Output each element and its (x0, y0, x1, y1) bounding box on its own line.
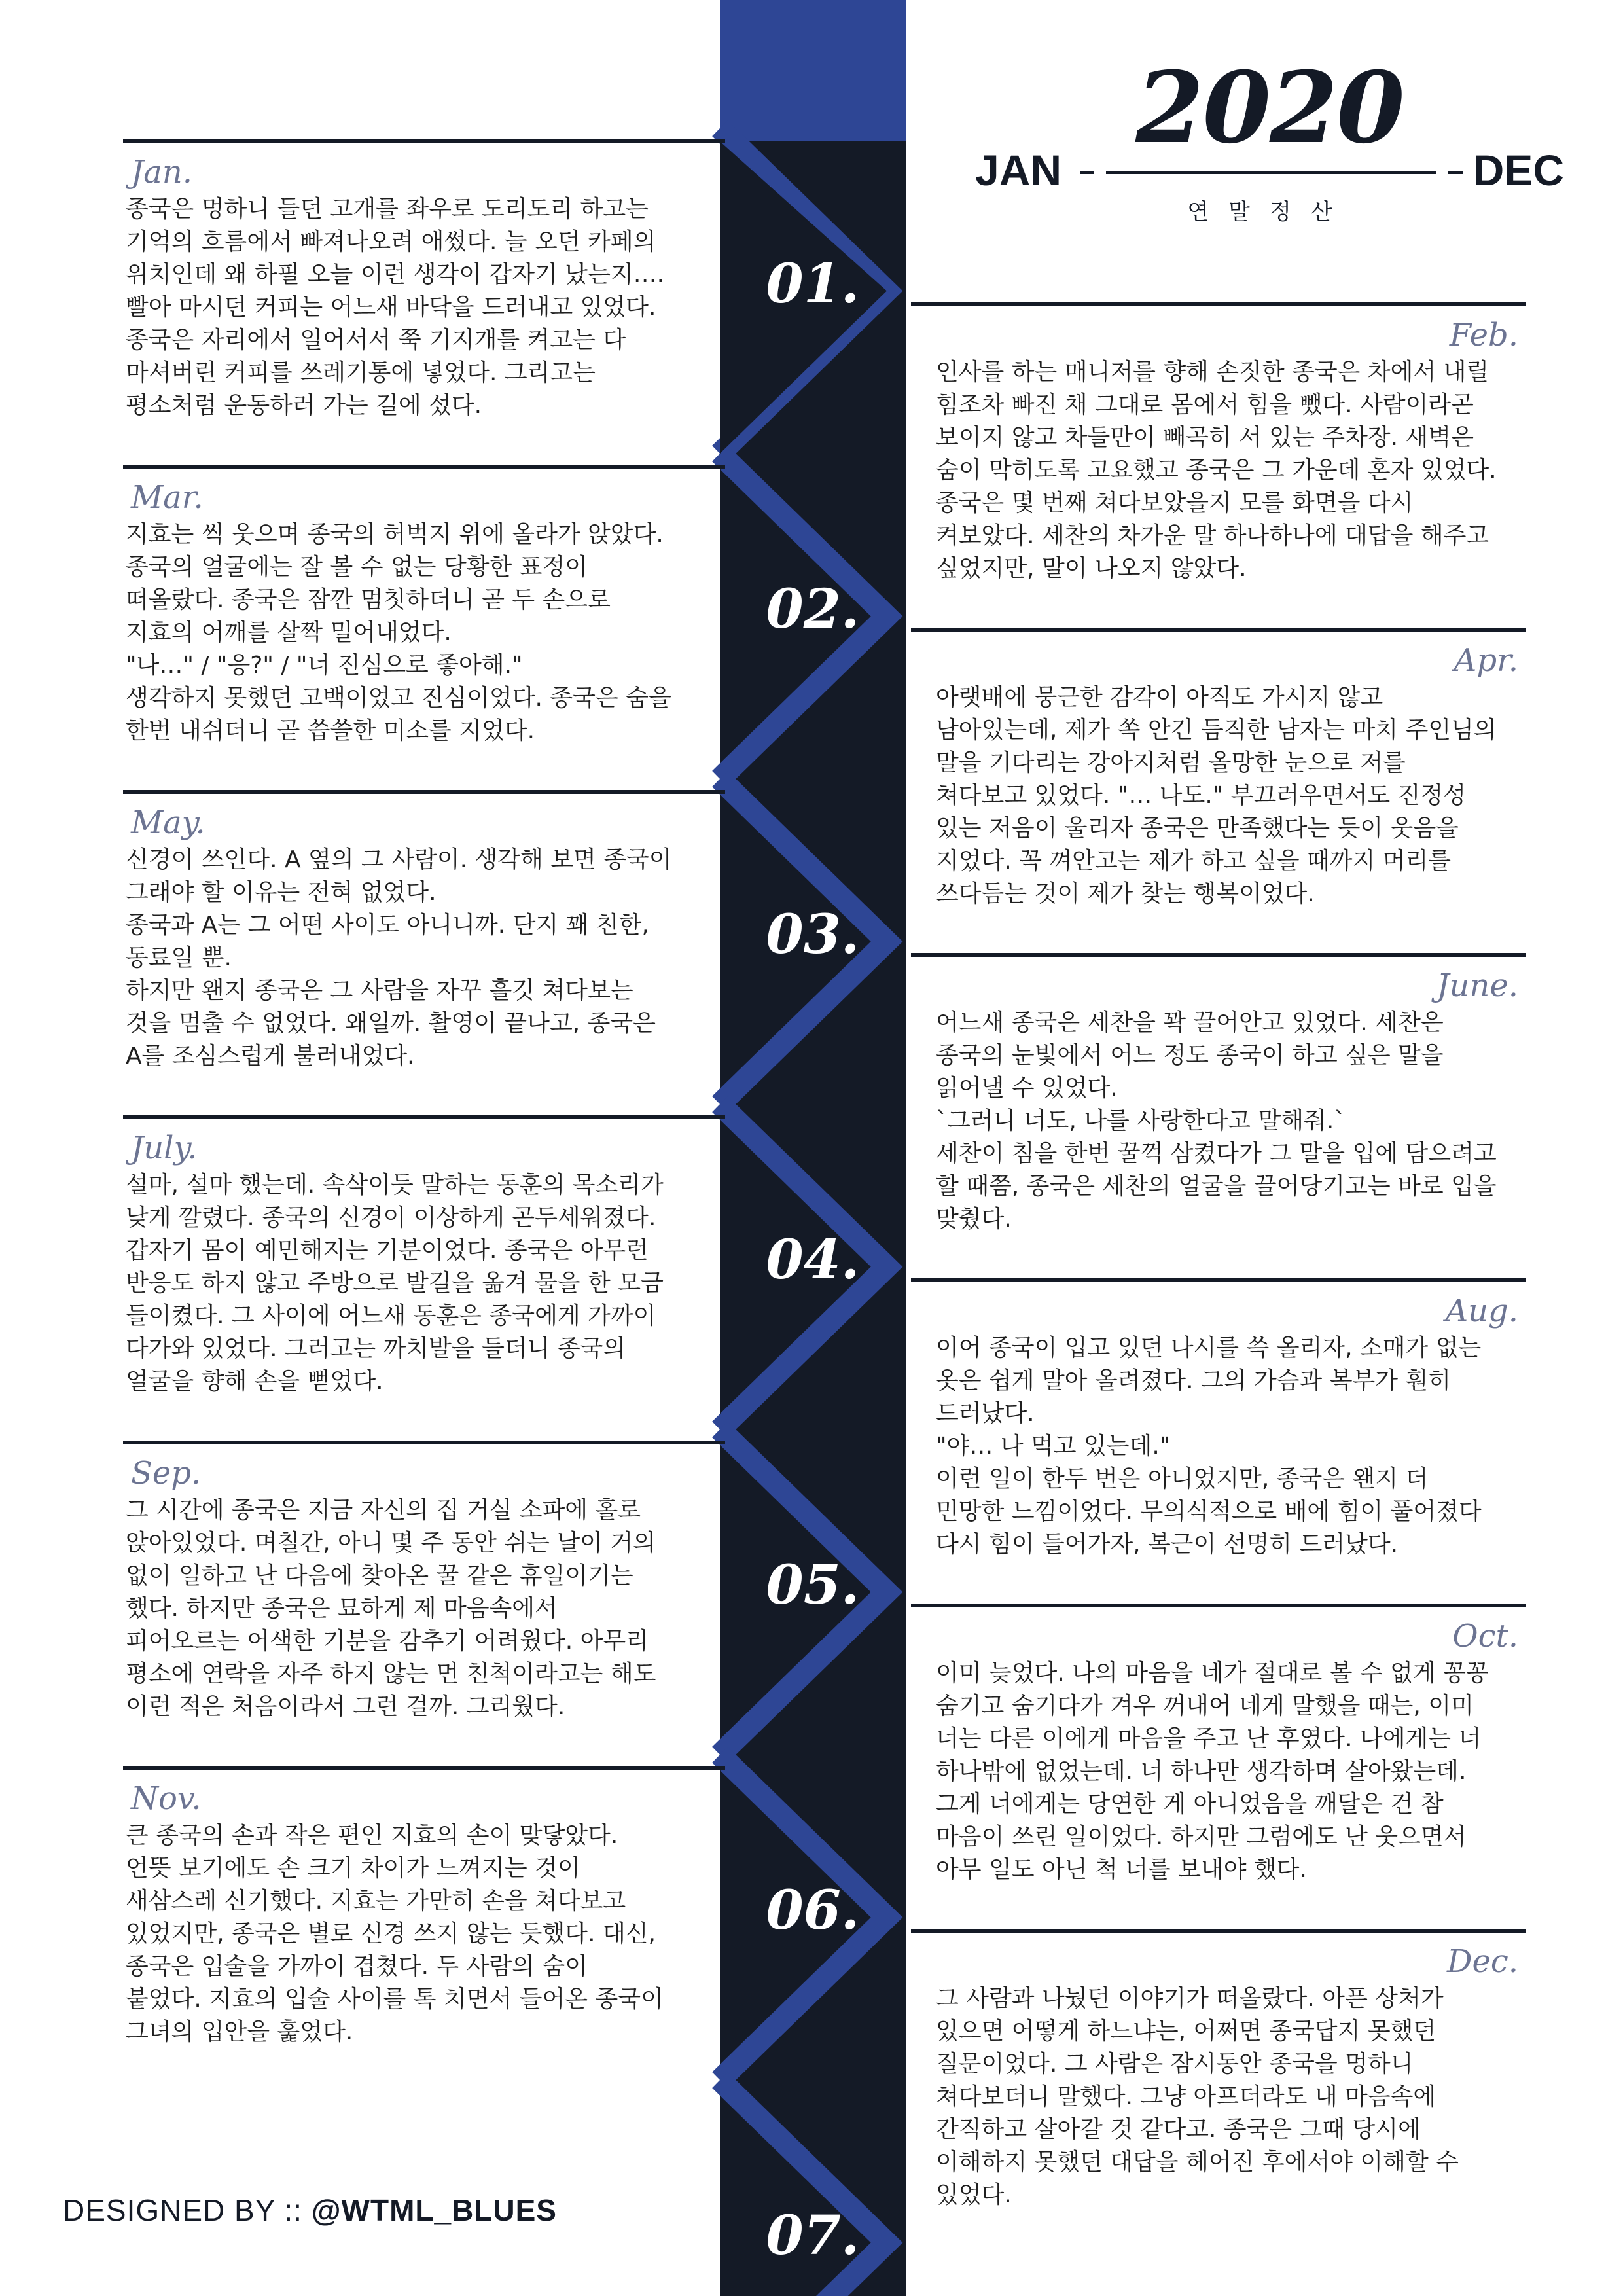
entry-text: 종국은 멍하니 들던 고개를 좌우로 도리도리 하고는 기억의 흐름에서 빠져나오려 애썼다. 늘 오던 카페의 위치인데 왜 하필 오늘 이런 생각이 갑자기 났는지…. 빨아 마시던 커피는 어느새 바닥을 드러내고 있었다. 종국은 자리에서 일어서서 쭉 기지개를 켜고는 다 마셔버린 커피를 쓰레기통에 넣었다. 그리고는 평소처럼 운동하러 가는 길에 섰다. (126, 196, 665, 419)
designer-credit-label: DESIGNED BY :: (63, 2193, 302, 2227)
timeline-number: 06. (766, 1879, 860, 1942)
month-label: Apr. (1454, 642, 1518, 679)
header-subtitle: 연말정산 (1187, 199, 1352, 225)
entry-divider (123, 1766, 725, 1770)
entry-text: 이어 종국이 입고 있던 나시를 쓱 올리자, 소매가 없는 옷은 쉽게 말아 올려졌다. 그의 가슴과 복부가 훤히 드러났다. "야… 나 먹고 있는데." 이런 일이 한두 번은 아니었지만, 종국은 왠지 더 민망한 느낌이었다. 무의식적으로 배에 힘이 풀어졌다 다시 힘이 들어가자, 복근이 선명히 드러났다. (936, 1335, 1482, 1558)
month-entry (123, 465, 725, 779)
month-label: June. (1436, 967, 1518, 1004)
month-entry (123, 1766, 725, 2080)
entry-divider (911, 1278, 1526, 1282)
header-range-start: JAN (975, 146, 1062, 194)
month-entry (911, 1604, 1526, 1918)
header-range-line (1106, 171, 1436, 174)
month-entry (911, 1929, 1526, 2243)
month-entry (123, 1115, 725, 1429)
month-label: Dec. (1446, 1943, 1518, 1980)
entry-divider (123, 790, 725, 794)
entry-text: 그 시간에 종국은 지금 자신의 집 거실 소파에 홀로 앉아있었다. 며칠간, 아니 몇 주 동안 쉬는 날이 거의 없이 일하고 난 다음에 찾아온 꿀 같은 휴일이기는 했다. 하지만 종국은 묘하게 제 마음속에서 피어오르는 어색한 기분을 감추기 어려웠다. 아무리 평소에 연락을 자주 하지 않는 먼 친척이라고는 해도 이런 적은 처음이라서 그런 걸까. 그리웠다. (126, 1497, 656, 1720)
month-entry (123, 139, 725, 454)
entry-text: 신경이 쓰인다. A 옆의 그 사람이. 생각해 보면 종국이 그래야 할 이유는 전혀 없었다. 종국과 A는 그 어떤 사이도 아니니까. 단지 꽤 친한, 동료일 뿐. 하지만 왠지 종국은 그 사람을 자꾸 흘깃 쳐다보는 것을 멈출 수 없었다. 왜일까. 촬영이 끝나고, 종국은 A를 조심스럽게 불러내었다. (126, 846, 672, 1069)
header-range-end: DEC (1472, 146, 1564, 194)
entry-text: 그 사람과 나눴던 이야기가 떠올랐다. 아픈 상처가 있으면 어떻게 하느냐는, 어쩌면 종국답지 못했던 질문이었다. 그 사람은 잠시동안 종국을 멍하니 쳐다보더니 말했다. 그냥 아프더라도 내 마음속에 간직하고 살아갈 것 같다고. 종국은 그때 당시에 이해하지 못했던 대답을 헤어진 후에서야 이해할 수 있었다. (936, 1985, 1459, 2208)
month-label: Sep. (131, 1455, 202, 1492)
timeline-number: 05. (766, 1554, 860, 1617)
designer-credit (63, 2193, 557, 2228)
month-label: Jan. (131, 154, 193, 190)
entry-text: 지효는 씩 웃으며 종국의 허벅지 위에 올라가 앉았다. 종국의 얼굴에는 잘 볼 수 없는 당황한 표정이 떠올랐다. 종국은 잠깐 멈칫하더니 곧 두 손으로 지효의 어깨를 살짝 밀어내었다. "나…" / "응?" / "너 진심으로 좋아해." 생각하지 못했던 고백이었고 진심이었다. 종국은 숨을 한번 내쉬더니 곧 씁쓸한 미소를 지었다. (126, 521, 671, 744)
entry-divider (911, 1929, 1526, 1933)
entry-divider (123, 1441, 725, 1444)
entry-divider (911, 628, 1526, 632)
month-label: Nov. (131, 1780, 202, 1817)
month-label: Oct. (1452, 1618, 1518, 1655)
entry-text: 어느새 종국은 세찬을 꽉 끌어안고 있었다. 세찬은 종국의 눈빛에서 어느 정도 종국이 하고 싶은 말을 읽어낼 수 있었다. `그러니 너도, 나를 사랑한다고 말해줘.` 세찬이 침을 한번 꿀꺽 삼켰다가 그 말을 입에 담으려고 할 때쯤, 종국은 세찬의 얼굴을 끌어당기고는 바로 입을 맞췄다. (936, 1009, 1497, 1232)
month-label: July. (131, 1130, 198, 1166)
entry-divider (123, 139, 725, 143)
month-entry (911, 1278, 1526, 1592)
timeline-number: 01. (766, 253, 860, 315)
entry-divider (911, 302, 1526, 306)
month-label: Aug. (1445, 1293, 1518, 1329)
month-label: Mar. (131, 479, 204, 516)
month-label: May. (131, 804, 205, 841)
month-entry (911, 302, 1526, 617)
month-entry (911, 953, 1526, 1267)
entry-text: 인사를 하는 매니저를 향해 손짓한 종국은 차에서 내릴 힘조차 빠진 채 그대로 몸에서 힘을 뺐다. 사람이라곤 보이지 않고 차들만이 빼곡히 서 있는 주차장. 새벽은 숨이 막히도록 고요했고 종국은 그 가운데 혼자 있었다. 종국은 몇 번째 쳐다보았을지 모를 화면을 다시 켜보았다. 세찬의 차가운 말 하나하나에 대답을 해주고 싶었지만, 말이 나오지 않았다. (936, 359, 1497, 582)
entry-divider (911, 953, 1526, 957)
header-year: 2020 (1135, 50, 1404, 166)
entry-divider (123, 1115, 725, 1119)
entry-divider (911, 1604, 1526, 1607)
entry-text: 설마, 설마 했는데. 속삭이듯 말하는 동훈의 목소리가 낮게 깔렸다. 종국의 신경이 이상하게 곤두세워졌다. 갑자기 몸이 예민해지는 기분이었다. 종국은 아무런 반응도 하지 않고 주방으로 발길을 옮겨 물을 한 모금 들이켰다. 그 사이에 어느새 동훈은 종국에게 가까이 다가와 있었다. 그러고는 까치발을 들더니 종국의 얼굴을 향해 손을 뻗었다. (126, 1172, 664, 1395)
timeline-navy-fill (720, 141, 906, 2296)
entry-divider (123, 465, 725, 469)
timeline-number: 07. (766, 2204, 860, 2267)
entry-text: 이미 늦었다. 나의 마음을 네가 절대로 볼 수 없게 꽁꽁 숨기고 숨기다가 겨우 꺼내어 네게 말했을 때는, 이미 너는 다른 이에게 마음을 주고 난 후였다. 나에게는 너 하나밖에 없었는데. 너 하나만 생각하며 살아왔는데. 그게 너에게는 당연한 게 아니었음을 깨달은 건 참 마음이 쓰린 일이었다. 하지만 그럼에도 난 웃으면서 아무 일도 아닌 척 너를 보내야 했다. (936, 1660, 1489, 1883)
designer-credit-handle: @WTML_BLUES (311, 2193, 557, 2227)
month-entry (123, 1441, 725, 1755)
timeline-number: 03. (766, 903, 860, 966)
entry-text: 큰 종국의 손과 작은 편인 지효의 손이 맞닿았다. 언뜻 보기에도 손 크기 차이가 느껴지는 것이 새삼스레 신기했다. 지효는 가만히 손을 쳐다보고 있었지만, 종국은 별로 신경 쓰지 않는 듯했다. 대신, 종국은 입술을 가까이 겹쳤다. 두 사람의 숨이 붙었다. 지효의 입술 사이를 톡 치면서 들어온 종국이 그녀의 입안을 훑었다. (126, 1822, 664, 2045)
timeline-number: 04. (766, 1229, 860, 1291)
month-label: Feb. (1449, 317, 1518, 353)
month-entry (123, 790, 725, 1104)
month-entry (911, 628, 1526, 942)
entry-text: 아랫배에 뭉근한 감각이 아직도 가시지 않고 남아있는데, 제가 쏙 안긴 듬직한 남자는 마치 주인님의 말을 기다리는 강아지처럼 올망한 눈으로 저를 쳐다보고 있었다. "… 나도." 부끄러우면서도 진정성 있는 저음이 울리자 종국은 만족했다는 듯이 웃음을 지었다. 꼭 껴안고는 제가 하고 싶을 때까지 머리를 쓰다듬는 것이 제가 찾는 행복이었다. (936, 684, 1497, 907)
timeline-number: 02. (766, 578, 860, 641)
